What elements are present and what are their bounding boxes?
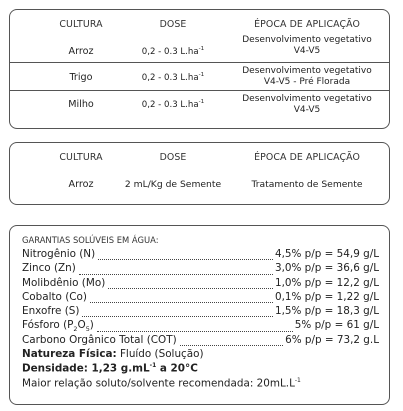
header-dose: DOSE bbox=[159, 19, 187, 30]
header-epoca: ÉPOCA DE APLICAÇÃO bbox=[254, 19, 360, 30]
dot-leader bbox=[79, 274, 273, 275]
dot-leader bbox=[98, 259, 273, 260]
row-epoca: Desenvolvimento vegetativo V4-V5 - Pré Florada bbox=[242, 66, 372, 87]
garantias-panel bbox=[9, 225, 390, 405]
row-epoca: Tratamento de Semente bbox=[251, 179, 363, 190]
garantia-row: Carbono Orgânico Total (COT) 6% p/p = 73,2 g.L bbox=[22, 333, 379, 346]
garantia-row: Nitrogênio (N) 4,5% p/p = 54,9 g/L bbox=[22, 248, 379, 260]
garantia-row: Fósforo $(P_2O_5)$ 5% p/p = 61 g/L bbox=[22, 319, 379, 334]
row-cultura: Arroz bbox=[68, 46, 94, 57]
row-dose: 0,2 - 0.3 $L.ha^{-1}$ bbox=[141, 46, 205, 57]
garantia-row: Molibdênio (Mo) 1,0% p/p = 12,2 g/L bbox=[22, 276, 379, 289]
header-dose: DOSE bbox=[159, 152, 187, 163]
header-cultura: CULTURA bbox=[59, 152, 103, 163]
row-dose: 2 mL/Kg de Semente bbox=[124, 179, 222, 190]
row-divider bbox=[10, 62, 389, 63]
dot-leader bbox=[180, 345, 283, 346]
row-epoca: Desenvolvimento vegetativo V4-V5 bbox=[242, 35, 372, 56]
dot-leader bbox=[108, 288, 273, 289]
relacao-soluto: Maior relação soluto/solvente recomendada: $20mL.L^{-1}$ bbox=[22, 376, 301, 390]
row-cultura: Milho bbox=[68, 99, 94, 110]
row-cultura: Trigo bbox=[69, 72, 93, 83]
header-cultura: CULTURA bbox=[59, 19, 103, 30]
densidade: Densidade: 1,23 $g.mL^{-1}$ a 20°C bbox=[22, 362, 198, 375]
row-divider bbox=[10, 90, 389, 91]
dot-leader bbox=[97, 331, 293, 332]
garantia-row: Cobalto (Co) 0,1% p/p = 1,22 g/L bbox=[22, 290, 379, 303]
row-dose: 0,2 - 0.3 $L.ha^{-1}$ bbox=[141, 72, 205, 83]
dosage-table-foliar bbox=[9, 9, 390, 129]
dot-leader bbox=[90, 302, 273, 303]
natureza-fisica: Natureza Física: Fluído (Solução) bbox=[22, 348, 204, 361]
garantias-title: GARANTIAS SOLÚVEIS EM ÁGUA: bbox=[22, 235, 159, 245]
row-cultura: Arroz bbox=[68, 179, 94, 190]
dosage-table-seed bbox=[9, 142, 390, 205]
row-epoca: Desenvolvimento vegetativo V4-V5 bbox=[242, 94, 372, 115]
row-dose: 0,2 - 0.3 $L.ha^{-1}$ bbox=[141, 99, 205, 110]
garantia-row: Enxofre (S) 1,5% p/p = 18,3 g/L bbox=[22, 305, 379, 318]
garantia-row: Zinco (Zn) 3,0% p/p = 36,6 g/L bbox=[22, 262, 379, 275]
dot-leader bbox=[82, 316, 273, 317]
header-epoca: ÉPOCA DE APLICAÇÃO bbox=[254, 152, 360, 163]
